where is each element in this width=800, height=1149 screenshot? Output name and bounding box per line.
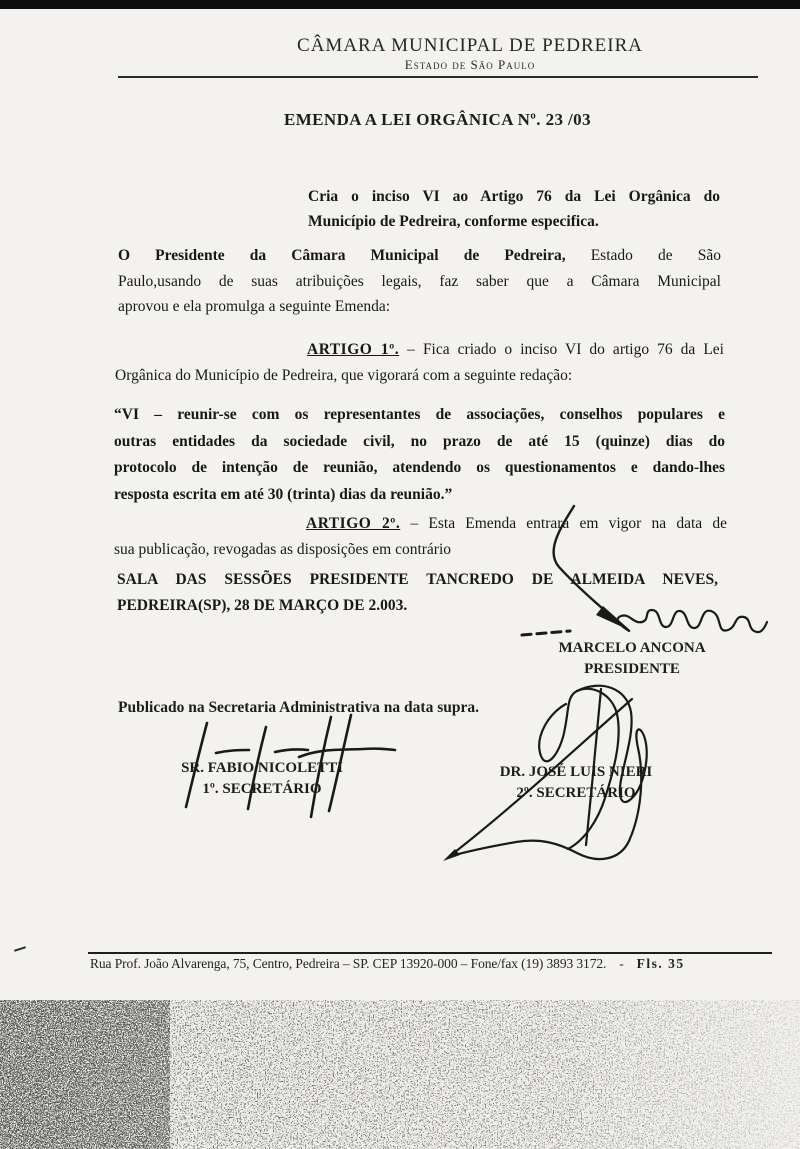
preamble-paragraph: [118, 243, 721, 320]
recital-line: Cria o inciso VI ao Artigo 76 da Lei Orgânica do: [308, 188, 720, 205]
artigo-2-rest: – Esta Emenda entrará em vigor na data de: [400, 515, 727, 532]
second-secretary-name: DR. JOSÉ LUIS NIERI: [499, 764, 653, 780]
artigo-2-heading: ARTIGO 2º.: [306, 515, 401, 532]
second-secretary-block: [468, 762, 684, 804]
second-secretary-title: 2º. SECRETÁRIO: [516, 785, 636, 801]
org-title: CÂMARA MUNICIPAL DE PEDREIRA: [297, 35, 643, 56]
preamble-line: Paulo,usando de suas atribuições legais, faz saber que a Câmara Municipal: [118, 272, 721, 290]
recital-line: Município de Pedreira, conforme especifica.: [308, 213, 599, 230]
preamble-line1-rest: Estado de São: [565, 247, 721, 264]
artigo-1-heading: ARTIGO 1º.: [307, 341, 400, 358]
inciso-line: protocolo de intenção de reunião, atendendo os questionamentos e dando-lhes: [114, 459, 725, 476]
preamble-bold-lead: O Presidente da Câmara Municipal de Pedreira,: [118, 247, 566, 264]
sala-das-sessoes-paragraph: [117, 567, 718, 619]
org-subtitle: Estado de São Paulo: [404, 57, 536, 72]
publication-note: Publicado na Secretaria Administrativa na data supra.: [118, 699, 479, 716]
inciso-line: “VI – reunir-se com os representantes de associações, conselhos populares e: [114, 406, 725, 423]
artigo-2-paragraph: [114, 511, 727, 563]
artigo-1-paragraph: [115, 337, 724, 389]
artigo-2-line: [114, 511, 727, 537]
footer-divider: [88, 952, 772, 954]
document-title: EMENDA A LEI ORGÂNICA Nº. 23 /03: [284, 110, 591, 129]
preamble-line: [118, 243, 721, 269]
first-secretary-name: SR. FABIO NICOLETTI: [181, 760, 343, 776]
scan-artifact-tick: [14, 946, 26, 952]
artigo-2-line: sua publicação, revogadas as disposições em contrário: [114, 541, 452, 558]
scan-noise-band: [0, 1000, 800, 1149]
footer-separator: -: [619, 956, 624, 971]
artigo-1-rest: – Fica criado o inciso VI do artigo 76 da Lei: [399, 341, 724, 358]
first-secretary-block: [148, 758, 376, 800]
scan-edge-strip: [0, 0, 800, 9]
artigo-1-line: Orgânica do Município de Pedreira, que vigorará com a seguinte redação:: [115, 367, 573, 384]
inciso-vi-paragraph: [114, 402, 725, 508]
header-divider: [118, 76, 758, 78]
president-name: MARCELO ANCONA: [558, 640, 706, 656]
sala-line: SALA DAS SESSÕES PRESIDENTE TANCREDO DE ALMEIDA NEVES,: [117, 571, 718, 588]
artigo-1-line: [115, 337, 724, 363]
footer-page-reference: Fls. 35: [636, 956, 685, 971]
inciso-line: outras entidades da sociedade civil, no prazo de até 15 (quinze) dias do: [114, 432, 725, 450]
first-secretary-title: 1º. SECRETÁRIO: [202, 781, 322, 797]
president-title: PRESIDENTE: [584, 661, 680, 677]
sala-line: PEDREIRA(SP), 28 DE MARÇO DE 2.003.: [117, 597, 408, 614]
inciso-line: resposta escrita em até 30 (trinta) dias da reunião.”: [114, 485, 453, 503]
president-signature-block: [532, 638, 732, 680]
preamble-line: aprovou e ela promulga a seguinte Emenda:: [118, 298, 391, 315]
footer-address: Rua Prof. João Alvarenga, 75, Centro, Pedreira – SP. CEP 13920-000 – Fone/fax (19) 3893 3172.: [90, 956, 607, 971]
footer: [90, 956, 795, 972]
recital-paragraph: [308, 184, 720, 234]
